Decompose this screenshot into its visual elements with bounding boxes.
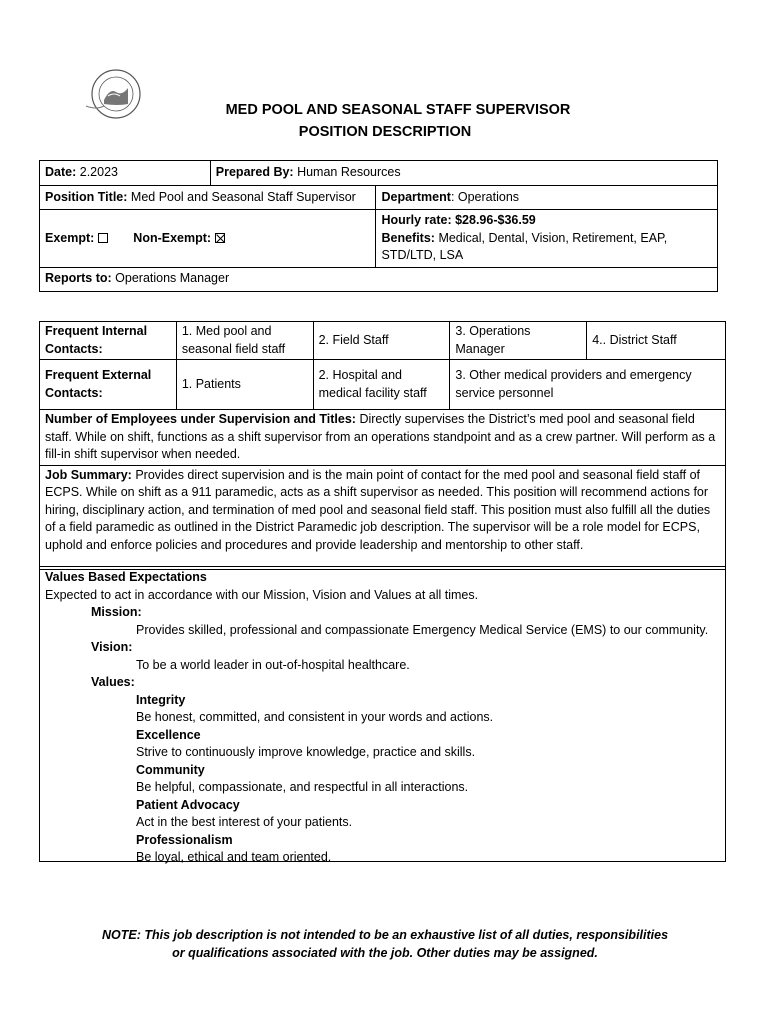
external-contact-1: 1. Patients (176, 360, 313, 410)
prepared-by-value: Human Resources (297, 165, 401, 180)
position-title-label: Position Title: (45, 189, 128, 204)
nonexempt-label: Non-Exempt: (133, 230, 212, 245)
prepared-by-label: Prepared By: (215, 165, 294, 180)
supervision-cell (40, 410, 726, 466)
value-name: Community (136, 762, 205, 777)
job-summary-label: Job Summary: (45, 467, 132, 482)
title-block (0, 99, 770, 143)
external-contact-3: 3. Other medical providers and emergency service personnel (450, 360, 726, 410)
info-table (39, 160, 718, 292)
hourly-rate: Hourly rate: $28.96-$36.59 (381, 213, 536, 227)
value-desc: Be loyal, ethical and team oriented. (136, 850, 332, 864)
values-section (39, 566, 726, 862)
vision-label: Vision: (91, 640, 133, 654)
department-value: : Operations (450, 189, 520, 204)
exempt-label: Exempt: (45, 230, 95, 245)
benefits-value: Medical, Dental, Vision, Retirement, EAP, STD/LTD, LSA (381, 230, 668, 262)
rate-benefits-cell (376, 210, 718, 268)
date-value: 2.2023 (79, 165, 118, 180)
internal-contacts-label: Frequent Internal Contacts: (40, 322, 177, 360)
value-name: Excellence (136, 727, 201, 742)
disclaimer-note (0, 926, 770, 962)
page-title: MED POOL AND SEASONAL STAFF SUPERVISOR (225, 102, 571, 118)
department-label: Department (381, 189, 451, 204)
note-line-1: NOTE: This job description is not intended to be an exhaustive list of all duties, responsibilities (101, 928, 669, 942)
value-desc: Be honest, committed, and consistent in your words and actions. (136, 710, 494, 724)
vision-text: To be a world leader in out-of-hospital healthcare. (136, 657, 410, 672)
values-label: Values: (91, 675, 135, 689)
mission-text: Provides skilled, professional and compassionate Emergency Medical Service (EMS) to our community. (136, 622, 709, 637)
value-desc: Act in the best interest of your patients. (136, 815, 353, 829)
value-desc: Strive to continuously improve knowledge, practice and skills. (136, 745, 476, 759)
value-desc: Be helpful, compassionate, and respectful in all interactions. (136, 780, 469, 794)
values-heading: Values Based Expectations (45, 570, 207, 584)
position-title-cell (40, 186, 376, 210)
contacts-table (39, 321, 726, 570)
date-label: Date: (45, 165, 77, 180)
benefits-label: Benefits: (381, 230, 435, 245)
external-contact-2: 2. Hospital and medical facility staff (313, 360, 450, 410)
job-summary-cell (40, 465, 726, 569)
internal-contact-3: 3. Operations Manager (450, 322, 587, 360)
value-name: Integrity (136, 692, 186, 707)
page-subtitle: POSITION DESCRIPTION (298, 124, 472, 140)
external-contacts-label: Frequent External Contacts: (40, 360, 177, 410)
value-name: Professionalism (136, 832, 233, 847)
value-name: Patient Advocacy (136, 797, 240, 812)
reports-to-value: Operations Manager (115, 271, 230, 286)
internal-contact-2: 2. Field Staff (313, 322, 450, 360)
job-summary-text: Provides direct supervision and is the main point of contact for the med pool and seasonal field staff of ECPS. While on shift as a 911 paramedic, acts as a shift supervisor as needed. This position will recommend actions for hiring, disciplinary action, and termination of med pool and seasonal field staff. This position must also fulfill all the duties of a field paramedic as outlined in the District Paramedic job description. The supervisor will be a role model for ECPS, uphold and enforce policies and procedures and provide leadership and mentorship to other staff. (45, 467, 711, 552)
reports-to-cell (40, 267, 718, 291)
exempt-cell (40, 210, 376, 268)
values-intro: Expected to act in accordance with our Mission, Vision and Values at all times. (45, 587, 479, 602)
reports-to-label: Reports to: (45, 271, 112, 286)
department-cell (376, 186, 718, 210)
position-title-value: Med Pool and Seasonal Staff Supervisor (130, 189, 356, 204)
mission-label: Mission: (91, 605, 142, 619)
internal-contact-4: 4.. District Staff (587, 322, 726, 360)
exempt-checkbox-empty-icon[interactable] (98, 233, 108, 243)
supervision-label: Number of Employees under Supervision and Titles: (45, 412, 356, 426)
note-line-2: or qualifications associated with the job. Other duties may be assigned. (172, 946, 598, 960)
supervision-text: Directly supervises the District’s med pool and seasonal field staff. While on shift, functions as a shift supervisor from an operations standpoint and as a crew partner. Will perform as a fill-in shift supervisor when needed. (45, 412, 716, 461)
date-cell (40, 161, 211, 186)
nonexempt-checkbox-x-icon[interactable] (215, 233, 225, 243)
internal-contact-1: 1. Med pool and seasonal field staff (176, 322, 313, 360)
prepared-by-cell (210, 161, 717, 186)
